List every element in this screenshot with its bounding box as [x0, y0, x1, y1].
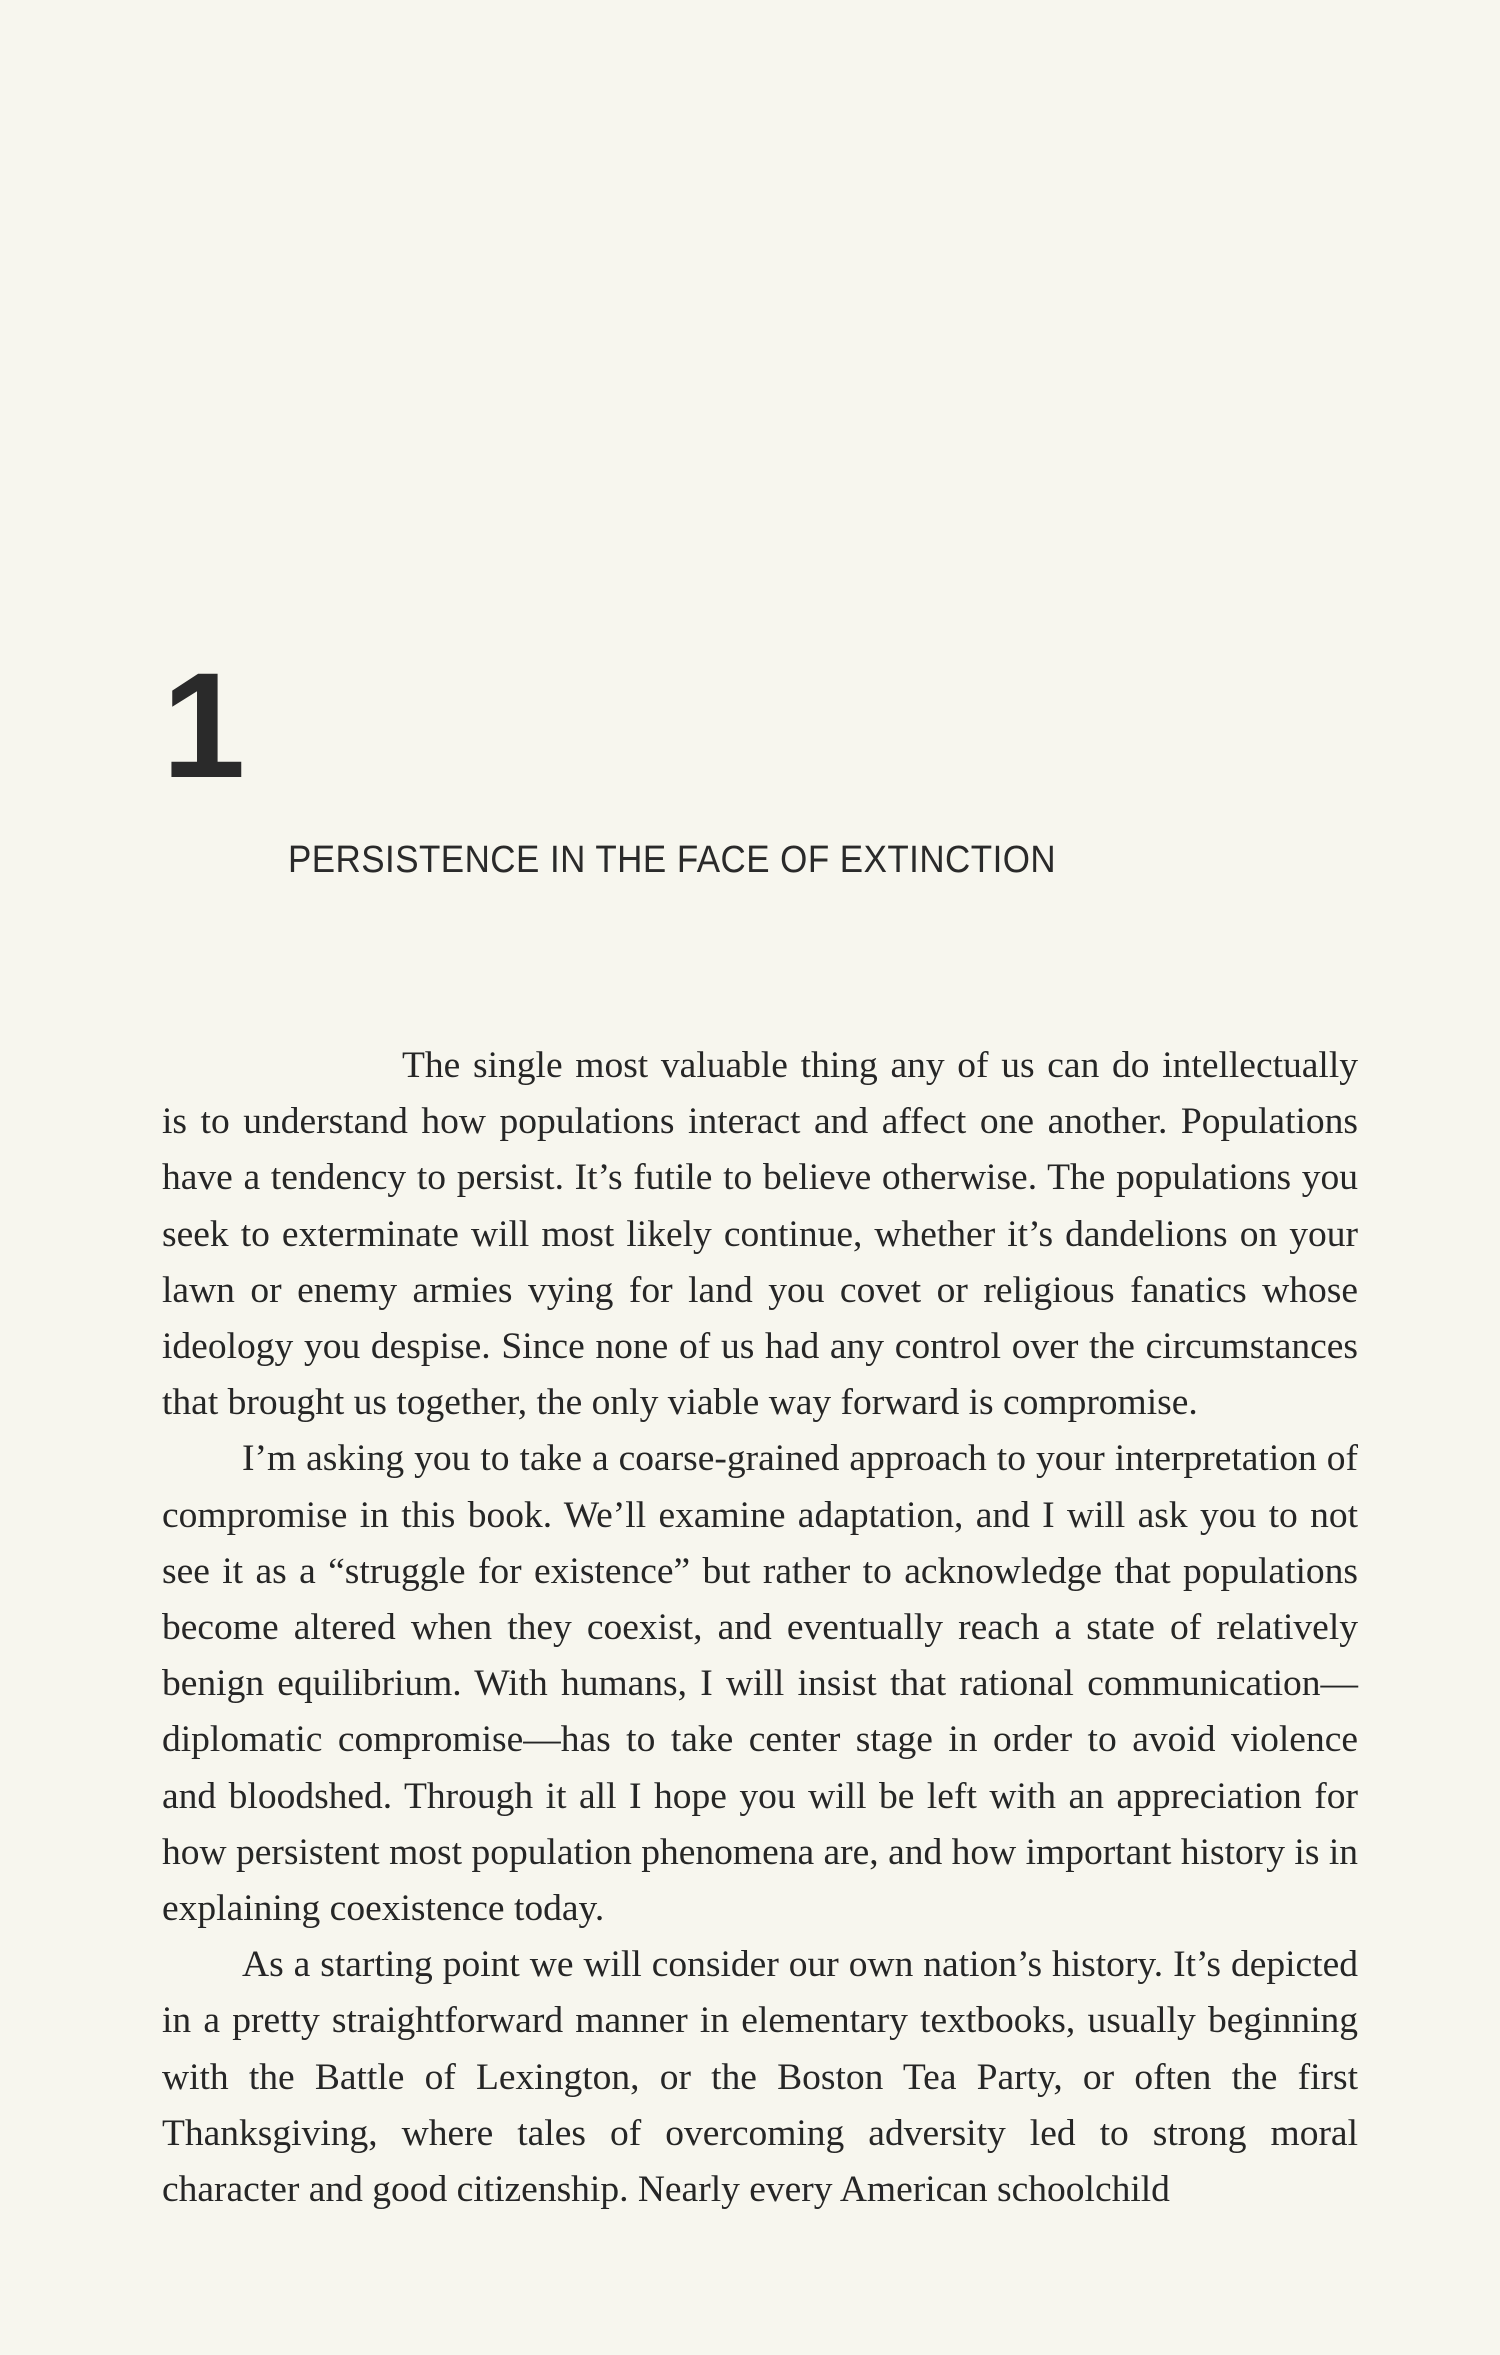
paragraph: As a starting point we will consider our own nation’s history. It’s depicted in a pretty straightforward manner in elementary textbooks, usually beginning with the Battle of Lexington, or the Boston Tea Party, or often the first Thanksgiving, where tales of overcoming adversity led to strong moral character and good citizenship. Nearly every American schoolchild [162, 1944, 1358, 2211]
paragraph: The single most valuable thing any of us can do intellectually is to understand how populations interact and affect one another. Populations have a tendency to persist. It’s futile to believe otherwise. The populations you seek to exterminate will most likely continue, whether it’s dandelions on your lawn or enemy armies vying for land you covet or religious fanatics whose ideology you despise. Since none of us had any control over the circumstances that brought us together, the only viable way forward is compromise. [162, 1045, 1358, 1424]
chapter-number: 1 [162, 641, 242, 809]
body-text [162, 1038, 1358, 2218]
chapter-title: PERSISTENCE IN THE FACE OF EXTINCTION [288, 839, 1057, 881]
paragraph: I’m asking you to take a coarse-grained approach to your interpretation of compromise in this book. We’ll examine adaptation, and I will ask you to not see it as a “struggle for existence” but rather to acknowledge that populations become altered when they coexist, and eventually reach a state of relatively benign equilibrium. With humans, I will insist that rational communication—diplomatic compromise—has to take center stage in order to avoid violence and bloodshed. Through it all I hope you will be left with an appreciation for how persistent most population phenomena are, and how important history is in explaining coexistence today. [162, 1438, 1358, 1930]
